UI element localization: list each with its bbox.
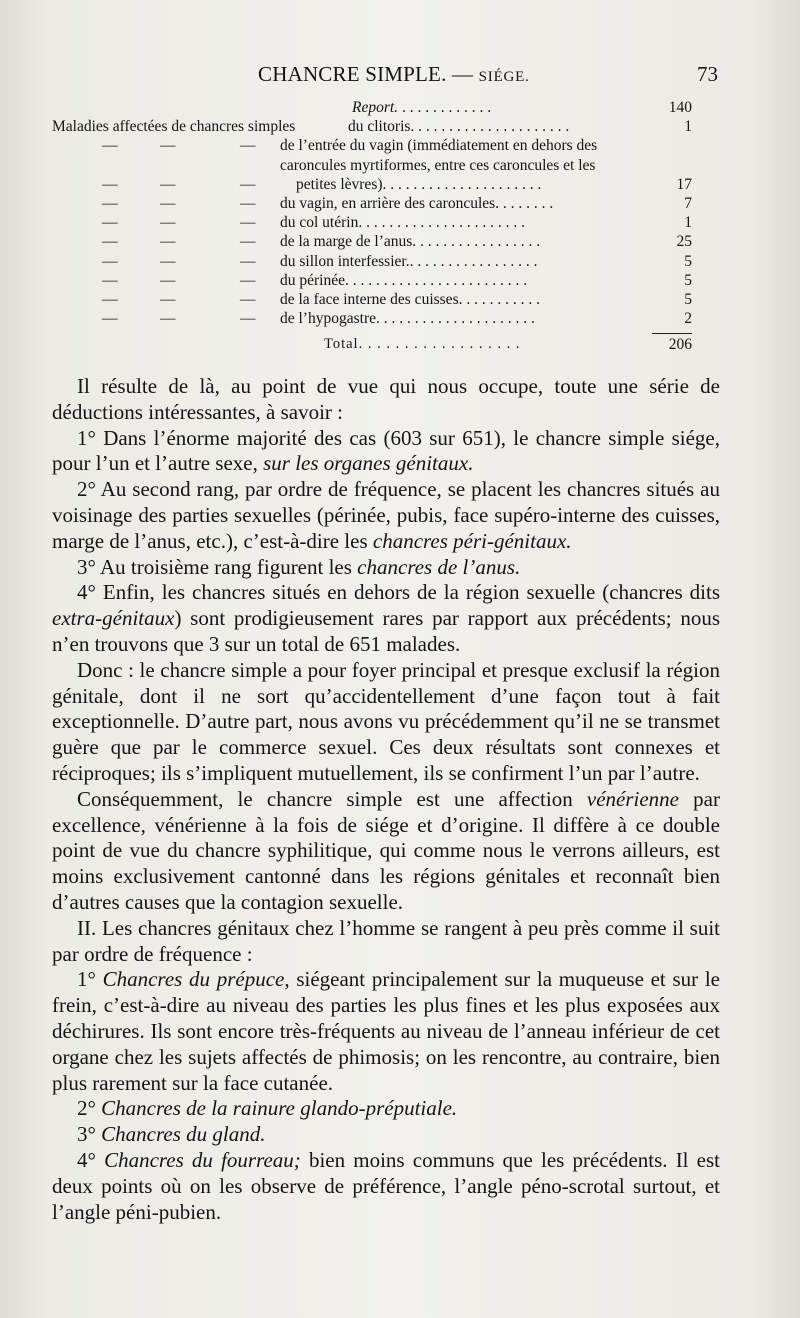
- row-label: de l’entrée du vagin (immédiatement en dehors des: [280, 137, 598, 155]
- paragraph: 1° Chancres du prépuce, siégeant principalement sur la muqueuse et sur le frein, c’est-à-dire au niveau des parties les plus fines et les plus exposées aux déchirures. Ils sont encore très-fréquents au niveau de l’anneau inférieur de cet organe chez les sujets affectés de phimosis; on les rencontre, au contraire, bien plus rarement sur la face cutanée.: [52, 967, 720, 1095]
- table-row: — — — de l’hypogastre. . . . . . . . . . . . . . . . . . . . . 2: [102, 310, 692, 328]
- row-value: 17: [676, 175, 692, 193]
- table-row: — — — du périnée. . . . . . . . . . . . . . . . . . . . . . . . 5: [102, 271, 692, 289]
- table-row: — — — petites lèvres). . . . . . . . . . . . . . . . . . . . . 17: [102, 175, 692, 193]
- page-number: 73: [697, 62, 718, 86]
- total-value: 206: [668, 336, 692, 354]
- row-value: 25: [676, 233, 692, 251]
- report-row: Report. . . . . . . . . . . . . 140: [352, 99, 692, 116]
- row-value: 7: [684, 194, 692, 212]
- row-label: du sillon interfessier.. . . . . . . . . . . . . . . . .: [280, 252, 538, 270]
- running-header: [0, 62, 800, 92]
- total-label: Total. . . . . . . . . . . . . . . . . .: [324, 336, 521, 353]
- paragraph: 4° Chancres du fourreau; bien moins communs que les précédents. Il est deux points où on les observe de préférence, l’angle péno-scrotal surtout, et l’angle péni-pubien.: [52, 1147, 720, 1224]
- row-label: de la face interne des cuisses. . . . . . . . . . .: [280, 290, 540, 308]
- row-label: du vagin, en arrière des caroncules. . . . . . . .: [280, 194, 554, 212]
- paragraph: 1° Dans l’énorme majorité des cas (603 sur 651), le chancre simple siége, pour l’un et l’autre sexe, sur les organes génitaux.: [52, 425, 720, 476]
- row-label: petites lèvres). . . . . . . . . . . . . . . . . . . . .: [296, 175, 542, 193]
- row-value: 5: [684, 271, 692, 289]
- row-value: 2: [684, 310, 692, 328]
- report-label: Report.: [352, 99, 399, 116]
- row-value: 1: [684, 214, 692, 232]
- row-label: du clitoris. . . . . . . . . . . . . . . . . . . . .: [348, 118, 570, 136]
- row-label: de la marge de l’anus. . . . . . . . . . . . . . . . .: [280, 233, 541, 251]
- row-value: 1: [684, 118, 692, 136]
- paragraph: 2° Chancres de la rainure glando-préputiale.: [77, 1096, 458, 1121]
- total-row: [52, 336, 692, 355]
- table-row: — — — de la marge de l’anus. . . . . . . . . . . . . . . . . 25: [102, 233, 692, 251]
- paragraph: 2° Au second rang, par ordre de fréquence, se placent les chancres situés au voisinage des parties sexuelles (périnée, pubis, face supéro-interne des cuisses, marge de l’anus, etc.), c’est-à-dire les chancres péri-génitaux.: [52, 477, 720, 553]
- sum-rule-row: [52, 329, 692, 336]
- table-row: — — — de la face interne des cuisses. . . . . . . . . . . 5: [102, 290, 692, 308]
- report-value: 140: [668, 99, 692, 116]
- row-lead-label: Maladies affectées de chancres simples: [52, 118, 296, 136]
- row-label: du col utérin. . . . . . . . . . . . . . . . . . . . . .: [280, 214, 525, 232]
- table-row: — — — du col utérin. . . . . . . . . . . . . . . . . . . . . . 1: [102, 214, 692, 232]
- row-value: 5: [684, 290, 692, 308]
- running-title: CHANCRE SIMPLE. — SIÉGE.: [258, 62, 530, 86]
- statistics-table: [52, 99, 692, 355]
- paragraph: Conséquemment, le chancre simple est une affection vénérienne par excellence, vénérienne à la fois de siége et d’origine. Il diffère à ce double point de vue du chancre syphilitique, qui comme nous le verrons ailleurs, est moins exclusivement cantonné dans les régions génitales et reconnaît bien d’autres causes que la contagion sexuelle.: [52, 786, 720, 914]
- table-row: [52, 157, 692, 176]
- paragraph: 3° Au troisième rang figurent les chancres de l’anus.: [77, 554, 521, 579]
- paragraph: 3° Chancres du gland.: [77, 1122, 266, 1147]
- sum-rule: [652, 333, 692, 334]
- row-value: 5: [684, 252, 692, 270]
- row-label: de l’hypogastre. . . . . . . . . . . . . . . . . . . . .: [280, 310, 535, 328]
- row-label: du périnée. . . . . . . . . . . . . . . . . . . . . . . .: [280, 271, 528, 289]
- table-row: — — — de l’entrée du vagin (immédiatement en dehors des: [102, 137, 598, 155]
- table-row: [52, 118, 692, 137]
- paragraph: 4° Enfin, les chancres situés en dehors de la région sexuelle (chancres dits extra-génitaux) sont prodigieusement rares par rapport aux précédents; nous n’en trouvons que 3 sur un total de 651 malades.: [52, 580, 720, 656]
- table-row: — — — du vagin, en arrière des caroncules. . . . . . . . 7: [102, 194, 692, 212]
- paragraph: Donc : le chancre simple a pour foyer principal et presque exclusif la région génitale, dont il ne sort qu’accidentellement d’une façon tout à fait exceptionnelle. D’autre part, nous avons vu précédemment qu’il ne se transmet guère que par le commerce sexuel. Ces deux résultats sont connexes et réciproques; ils s’impliquent mutuellement, ils se confirment l’un par l’autre.: [52, 657, 720, 785]
- body-text: [52, 374, 720, 1225]
- row-label: caroncules myrtiformes, entre ces caroncules et les: [280, 156, 596, 174]
- paragraph: Il résulte de là, au point de vue qui nous occupe, toute une série de déductions intéressantes, à savoir :: [52, 374, 720, 424]
- table-row: — — — du sillon interfessier.. . . . . . . . . . . . . . . . . 5: [102, 252, 692, 270]
- paragraph: II. Les chancres génitaux chez l’homme se rangent à peu près comme il suit par ordre de fréquence :: [52, 915, 720, 966]
